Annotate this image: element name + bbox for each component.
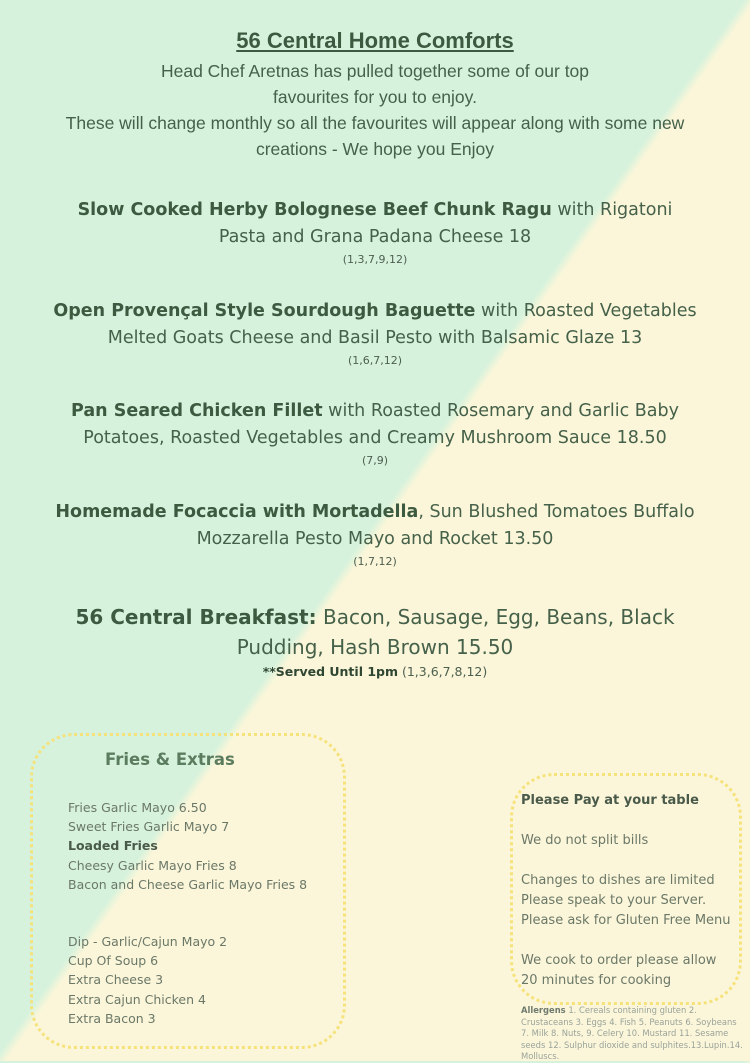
list-item: Fries Garlic Mayo 6.50 xyxy=(68,800,207,815)
dish-name: Homemade Focaccia with Mortadella xyxy=(55,502,419,522)
list-item: Extra Bacon 3 xyxy=(68,1010,156,1026)
intro-line: These will change monthly so all the favourites will appear along with some new xyxy=(65,113,685,133)
dish-baguette xyxy=(0,298,750,370)
info-line: Changes to dishes are limited xyxy=(521,873,715,888)
list-item: Cheesy Garlic Mayo Fries 8 xyxy=(68,857,237,873)
list-item: Bacon and Cheese Garlic Mayo Fries 8 xyxy=(68,876,308,892)
fries-list xyxy=(68,798,307,1028)
allergen-text: 1. Cereals containing gluten 2. Crustaceans 3. Eggs 4. Fish 5. Peanuts 6. Soybeans 7. Milk 8. Nuts, 9. Celery 10. Mustard 11. Sesame seeds 12. Sulphur dioxide and sulphites.13.Lupin.14. Molluscs. xyxy=(521,1005,743,1061)
allergen-legend xyxy=(521,1005,743,1063)
dish-chicken xyxy=(0,398,750,470)
dish-desc-line2: Melted Goats Cheese and Basil Pesto with Balsamic Glaze 13 xyxy=(107,328,643,348)
dish-allergens: (1,7,12) xyxy=(353,555,397,568)
dish-name: Slow Cooked Herby Bolognese Beef Chunk Ragu xyxy=(77,200,552,220)
info-line: Please speak to your Server. xyxy=(521,893,707,908)
dish-breakfast xyxy=(0,602,750,682)
intro-line: favourites for you to enjoy. xyxy=(273,87,477,107)
info-line: Please ask for Gluten Free Menu xyxy=(521,913,731,928)
dish-desc: , Sun Blushed Tomatoes Buffalo xyxy=(418,502,695,522)
dish-allergens: (1,3,7,9,12) xyxy=(342,253,408,266)
info-line: 20 minutes for cooking xyxy=(521,973,672,988)
intro-line: Head Chef Aretnas has pulled together some of our top xyxy=(160,61,590,81)
info-line: We cook to order please allow xyxy=(521,953,717,968)
list-item: Cup Of Soup 6 xyxy=(68,953,159,969)
list-item: Dip - Garlic/Cajun Mayo 2 xyxy=(68,934,228,950)
dish-allergens: (1,6,7,12) xyxy=(347,354,403,367)
dish-desc: Bacon, Sausage, Egg, Beans, Black xyxy=(316,605,675,629)
menu-title: 56 Central Home Comforts xyxy=(236,28,514,53)
info-box xyxy=(510,773,742,1005)
loaded-fries-heading: Loaded Fries xyxy=(68,838,158,854)
dish-name: Pan Seared Chicken Fillet xyxy=(71,401,323,421)
fries-extras-box xyxy=(30,733,346,1049)
dish-desc: with Roasted Rosemary and Garlic Baby xyxy=(322,401,679,421)
list-item: Sweet Fries Garlic Mayo 7 xyxy=(68,819,230,835)
dish-allergens: (1,3,6,7,8,12) xyxy=(398,664,488,679)
dish-desc-line2: Mozzarella Pesto Mayo and Rocket 13.50 xyxy=(196,529,554,549)
allergen-label: Allergens xyxy=(521,1005,566,1015)
dish-focaccia xyxy=(0,499,750,571)
served-until-note: **Served Until 1pm xyxy=(262,664,398,679)
intro-line: creations - We hope you Enjoy xyxy=(255,139,494,159)
dish-name: 56 Central Breakfast: xyxy=(75,605,317,629)
dish-desc-line2: Potatoes, Roasted Vegetables and Creamy Mushroom Sauce 18.50 xyxy=(83,428,667,448)
dish-allergens: (7,9) xyxy=(361,454,389,467)
list-item: Extra Cheese 3 xyxy=(68,972,164,988)
menu-header xyxy=(0,28,750,162)
dish-ragu xyxy=(0,197,750,269)
list-item: Extra Cajun Chicken 4 xyxy=(68,991,206,1007)
pay-heading: Please Pay at your table xyxy=(521,793,699,808)
dish-desc-line2: Pudding, Hash Brown 15.50 xyxy=(236,635,514,659)
dish-desc-line2: Pasta and Grana Padana Cheese 18 xyxy=(218,227,532,247)
dish-desc: with Rigatoni xyxy=(551,200,673,220)
dish-desc: with Roasted Vegetables xyxy=(475,301,697,321)
fries-title: Fries & Extras xyxy=(105,750,235,769)
dish-name: Open Provençal Style Sourdough Baguette xyxy=(53,301,476,321)
info-line: We do not split bills xyxy=(521,833,649,848)
info-content xyxy=(521,791,736,991)
